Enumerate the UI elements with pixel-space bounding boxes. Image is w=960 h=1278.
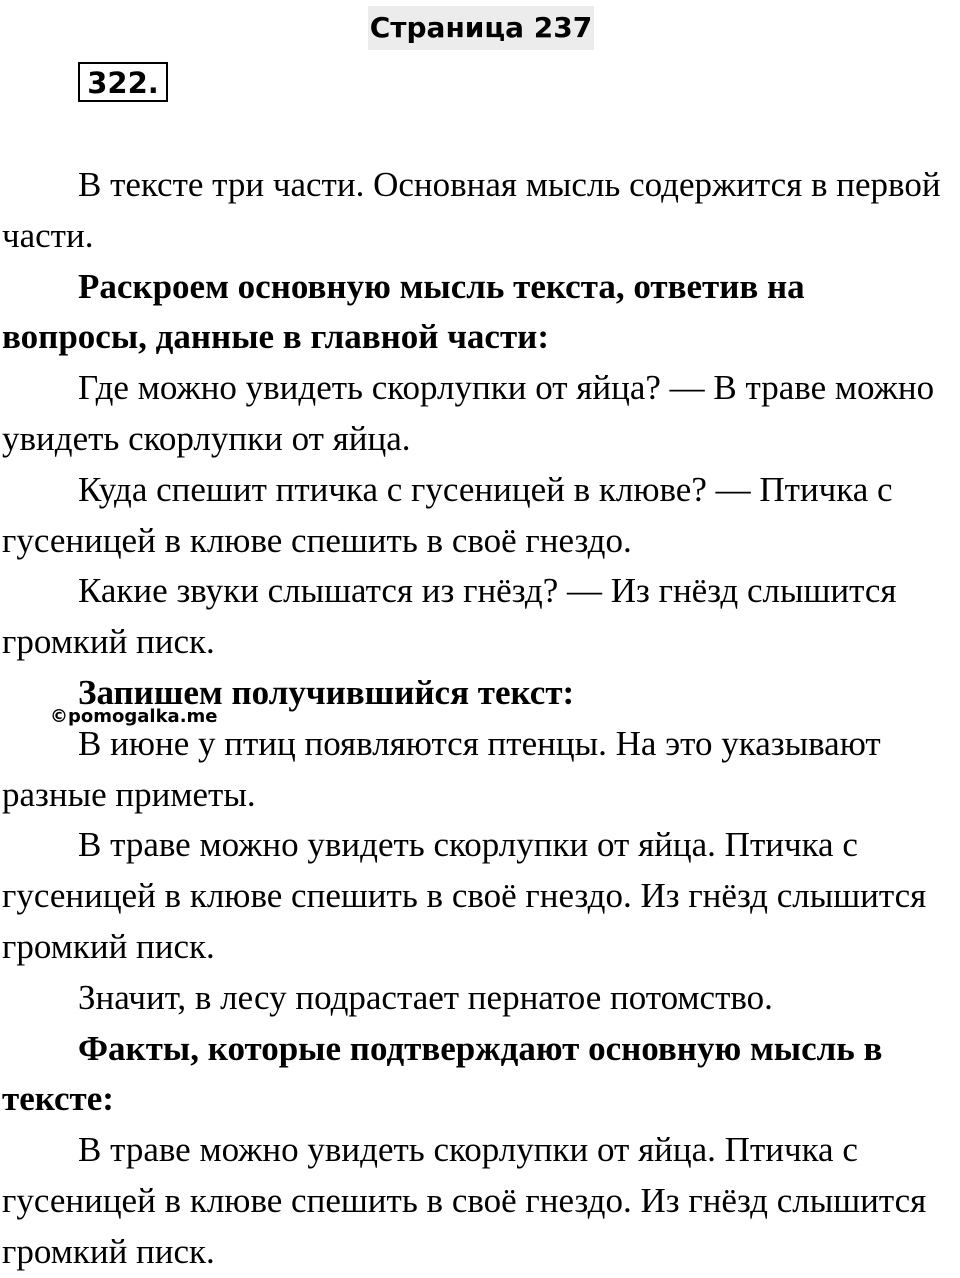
- watermark-text: ©pomogalka.me: [50, 706, 218, 727]
- paragraph-facts: В траве можно увидеть скорлупки от яйца. Птичка с гусеницей в клюве спешить в своё гнездо. Из гнёзд слышится громкий писк.: [2, 1130, 927, 1271]
- paragraph-text-1: В июне у птиц появляются птенцы. На это указывают разные приметы.: [2, 723, 881, 814]
- paragraph-text-3: Значит, в лесу подрастает пернатое потомство.: [78, 977, 773, 1017]
- paragraph-answer-1: Где можно увидеть скорлупки от яйца? — В траве можно увидеть скорлупки от яйца.: [2, 368, 935, 458]
- heading-facts: Факты, которые подтверждают основную мысль в тексте:: [2, 1028, 883, 1119]
- paragraph-answer-3: Какие звуки слышатся из гнёзд? — Из гнёзд слышится громкий писк.: [2, 571, 897, 662]
- paragraph-intro: В тексте три части. Основная мысль содержится в первой части.: [2, 165, 941, 255]
- page-title: Страница 237: [368, 6, 594, 50]
- paragraph-answer-2: Куда спешит птичка с гусеницей в клюве? — Птичка с гусеницей в клюве спешить в своё гнездо.: [2, 469, 893, 560]
- paragraph-text-2: В траве можно увидеть скорлупки от яйца. Птичка с гусеницей в клюве спешить в своё гнездо. Из гнёзд слышится громкий писк.: [2, 825, 927, 966]
- exercise-number-box: 322.: [78, 62, 168, 102]
- heading-questions: Раскроем основную мысль текста, ответив на вопросы, данные в главной части:: [2, 266, 805, 357]
- heading-write-text: Запишем получившийся текст:: [78, 672, 575, 712]
